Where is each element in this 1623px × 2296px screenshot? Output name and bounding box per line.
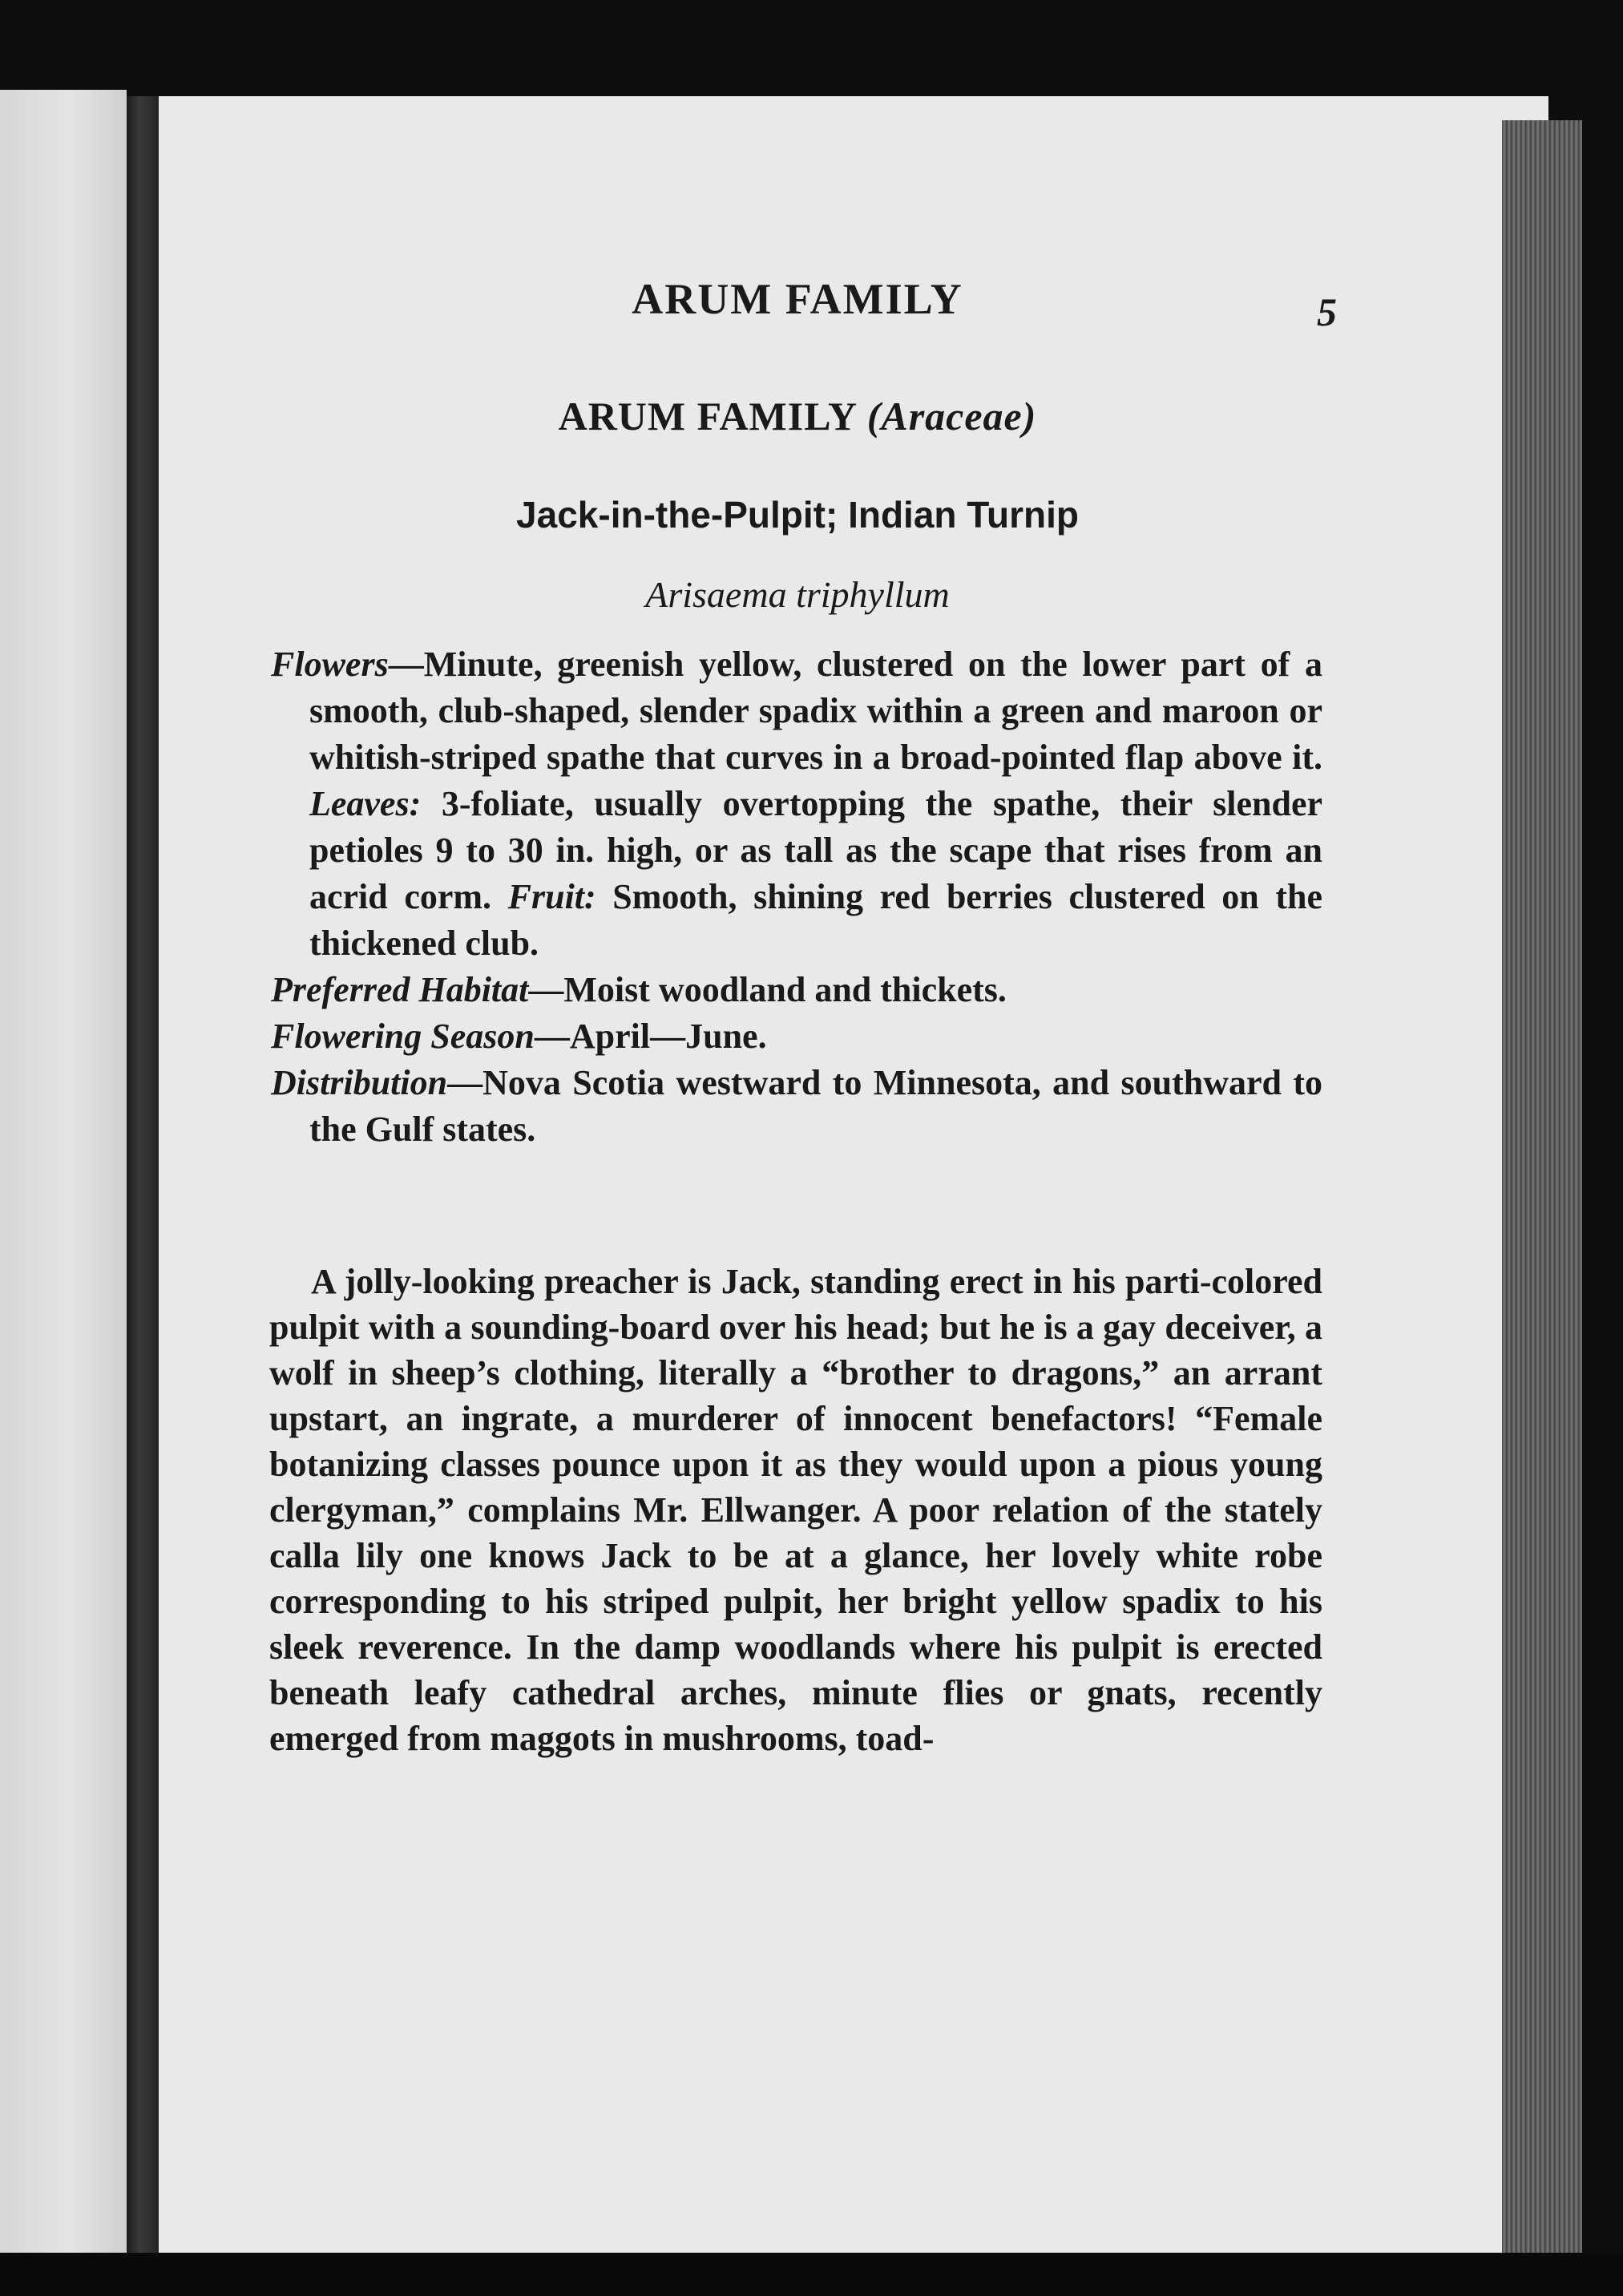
habitat-entry <box>271 967 1322 1013</box>
book-gutter <box>127 96 159 2253</box>
species-common-names: Jack-in-the-Pulpit; Indian Turnip <box>516 494 1079 536</box>
running-head: ARUM FAMILY <box>632 275 963 323</box>
page-number: 5 <box>1317 289 1337 334</box>
flowers-entry <box>271 641 1322 967</box>
family-common-name: ARUM FAMILY <box>558 394 857 439</box>
distribution-text: —Nova Scotia westward to Minnesota, and southward to the Gulf states. <box>309 1063 1322 1149</box>
season-label: Flowering Season <box>271 1017 535 1056</box>
flowers-text: —Minute, greenish yellow, clustered on the lower part of a smooth, club-shaped, slender spadix within a green and maroon or whitish-striped spathe that curves in a broad-pointed flap above it. <box>309 645 1322 777</box>
scan-border <box>0 2253 1623 2296</box>
facing-page-edge <box>0 90 127 2254</box>
fruit-label: Fruit: <box>507 877 596 916</box>
leaves-label: Leaves: <box>309 784 422 823</box>
season-entry <box>271 1013 1322 1060</box>
family-heading <box>273 393 1322 439</box>
habitat-text: —Moist woodland and thickets. <box>528 970 1007 1009</box>
distribution-entry <box>271 1060 1322 1153</box>
species-description <box>271 641 1322 1153</box>
season-text: —April—June. <box>534 1017 767 1056</box>
essay-paragraph: A jolly-looking preacher is Jack, standing erect in his parti-colored pulpit with a sounding-board over his head; but he is a gay deceiver, a wolf in sheep’s clothing, literally a “brother to dragons,” an arrant upstart, an ingrate, a murderer of innocent benefactors! “Female botanizing classes pounce upon it as they would upon a pious young clergyman,” complains Mr. Ellwanger. A poor relation of the stately calla lily one knows Jack to be at a glance, her lovely white robe corresponding to his striped pulpit, her bright yellow spadix to his sleek reverence. In the damp woodlands where his pulpit is erected beneath leafy cathedral arches, minute flies or gnats, recently emerged from maggots in mushrooms, toad- <box>269 1262 1322 1758</box>
habitat-label: Preferred Habitat <box>271 970 529 1009</box>
family-latin-name: (Araceae) <box>866 394 1037 439</box>
leaves-text: 3-foliate, usually overtopping the spathe, their slender petioles 9 to 30 in. high, or as tall as the scape that rises from an acrid corm. <box>309 784 1323 916</box>
page-stack-edge <box>1502 120 1582 2269</box>
species-binomial: Arisaema triphyllum <box>645 574 950 615</box>
distribution-label: Distribution <box>271 1063 448 1102</box>
flowers-label: Flowers <box>271 645 389 684</box>
fruit-text: Smooth, shining red berries clustered on the thickened club. <box>309 877 1322 963</box>
